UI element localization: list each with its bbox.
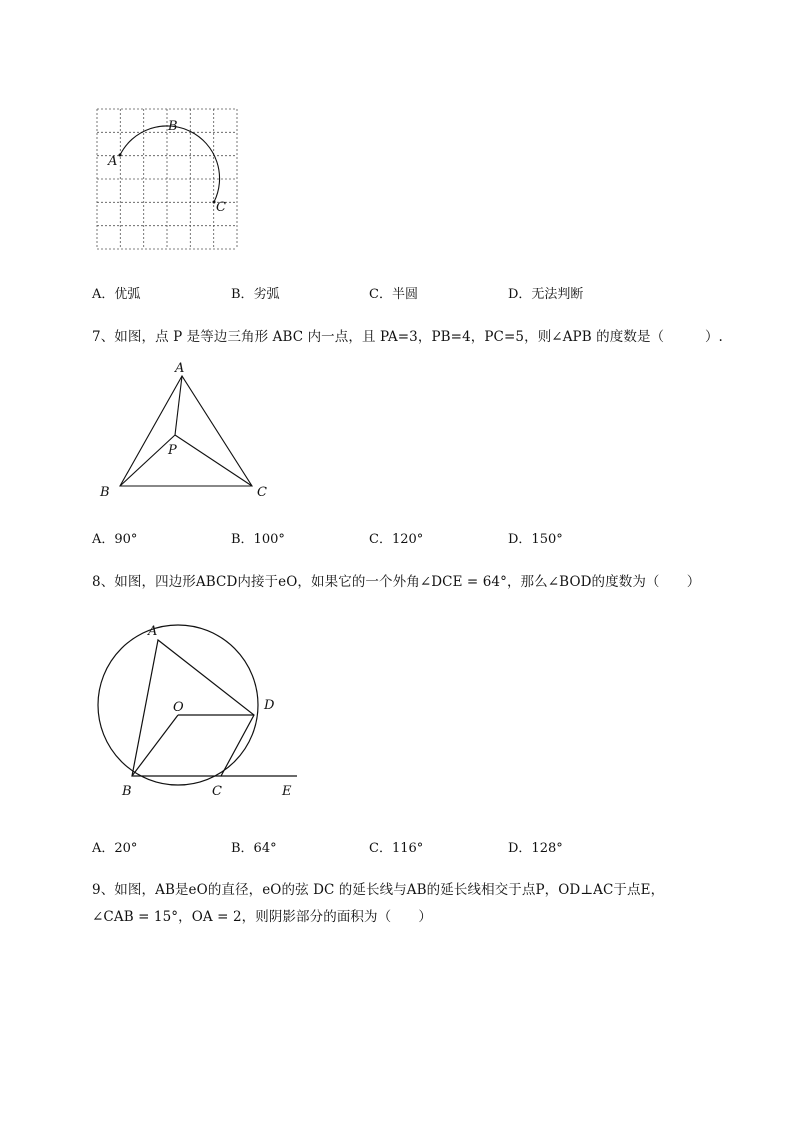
q8-option-b: B．64°	[231, 841, 277, 856]
point-a	[119, 154, 122, 157]
arc-grid-figure	[92, 104, 242, 254]
label-a: A	[175, 361, 185, 376]
q8-options	[92, 837, 732, 857]
arc-abc	[120, 126, 220, 202]
q6-option-d: D．无法判断	[508, 287, 584, 302]
q7-option-a: A．90°	[92, 532, 138, 547]
question-8: 8、如图，四边形ABCD内接于eO，如果它的一个外角∠DCE = 64°，那么∠BOD的度数为（ ）	[92, 574, 701, 590]
question-9-line-1: 9、如图，AB是eO的直径，eO的弦 DC 的延长线与AB的延长线相交于点P，OD⊥AC于点E，	[92, 882, 665, 898]
label-c: C	[257, 485, 267, 500]
label-c: C	[216, 200, 226, 215]
q7-options	[92, 528, 732, 548]
question-9-line-2: ∠CAB = 15°，OA = 2，则阴影部分的面积为（ ）	[92, 909, 433, 925]
segment-pb	[120, 435, 175, 486]
segment-pa	[175, 376, 182, 435]
segment-pc	[175, 435, 252, 486]
q6-option-b: B．劣弧	[231, 287, 280, 302]
grid-lines	[97, 109, 237, 249]
q8-option-c: C．116°	[369, 841, 424, 856]
q7-option-d: D．150°	[508, 532, 563, 547]
label-b: B	[122, 784, 132, 799]
label-b: B	[100, 485, 110, 500]
label-a: A	[148, 624, 158, 639]
q7-option-b: B．100°	[231, 532, 285, 547]
quadrilateral-abcd	[132, 640, 254, 776]
segment-ob	[132, 715, 178, 776]
q6-option-a: A．优弧	[92, 287, 141, 302]
triangle-abc	[120, 376, 252, 486]
triangle-figure	[92, 360, 282, 505]
label-p: P	[168, 443, 177, 458]
circle-quadrilateral-figure	[92, 615, 312, 805]
q7-option-c: C．120°	[369, 532, 424, 547]
label-a: A	[108, 154, 118, 169]
label-o: O	[173, 700, 184, 715]
label-b: B	[168, 119, 178, 134]
q8-option-a: A．20°	[92, 841, 138, 856]
label-c: C	[212, 784, 222, 799]
q6-options	[92, 283, 732, 303]
q8-option-d: D．128°	[508, 841, 563, 856]
question-7: 7、如图，点 P 是等边三角形 ABC 内一点，且 PA=3，PB=4，PC=5，则∠APB 的度数是（ ）.	[92, 329, 723, 345]
q6-option-c: C．半圆	[369, 287, 418, 302]
label-d: D	[264, 698, 275, 713]
label-e: E	[282, 784, 292, 799]
